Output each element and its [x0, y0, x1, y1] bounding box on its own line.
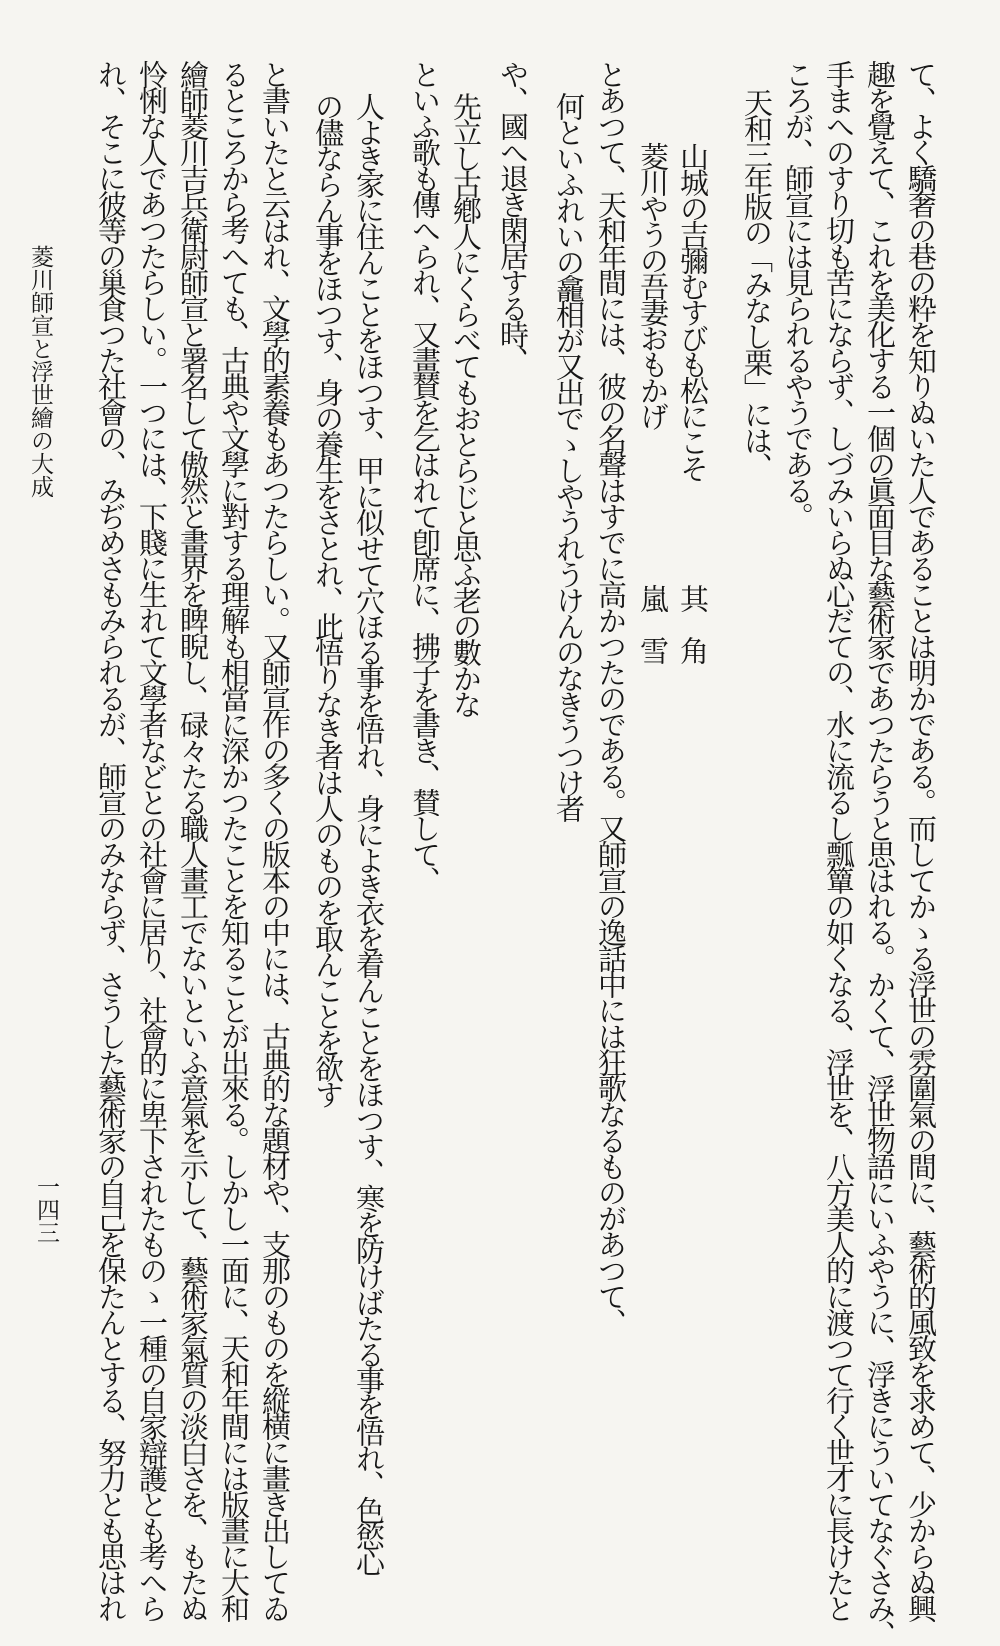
text-line: といふ歌も傳へられ、又畫賛を乞はれて卽席に、拂子を書き、賛して、	[408, 60, 442, 892]
quote-line: の儘ならん事をほつす、身の養生をさとれ、此悟りなき者は人のものを取んことを欲す	[311, 92, 345, 1106]
quote-line: 人よき家に住んことをほつす、甲に似せて穴ほる事を悟れ、身によき衣を着んことをほつす、寒を防けばたる事を悟れ、色慾心	[352, 92, 386, 1574]
text-line: 趣を覺えて、これを美化する一個の眞面目な藝術家であつたらうと思はれる。かくて、浮世物語にいふやうに、浮きにういてなぐさみ、	[863, 60, 897, 1646]
text-line: ころが、師宣には見られるやうである。	[781, 60, 815, 528]
text-line: や、國へ退き閑居する時、	[496, 60, 530, 372]
text-line: とあつて、天和年間には、彼の名聲はすでに高かつたのである。又師宣の逸話中には狂歌なるものがあつて、	[594, 60, 628, 1334]
text-line: と書いたと云はれ、文學的素養もあつたらしい。又師宣作の多くの版本の中には、古典的な題材や、支那のものを縦横に畫き出してゐ	[258, 60, 292, 1620]
text-line: 手まへのすり切も苦にならず、しづみいらぬ心だての、水に流るし瓢簞の如くなる、浮世を、八方美人的に渡つて行く世才に長けたと	[822, 60, 856, 1620]
text-line: て、よく驕奢の巷の粋を知りぬいた人であることは明かである。而してかゝる浮世の雰圍氣の間に、藝術的風致を求めて、少からぬ興	[904, 60, 938, 1620]
running-title: 菱川師宣と浮世繪の大成	[27, 245, 53, 498]
poem-line: 何といふれいの龕相が又出でゝしやうれうけんのなきうつけ者	[552, 92, 586, 820]
page-number: 一四三	[33, 1175, 59, 1244]
poem-line: 山城の吉彌むすびも松にこそ 其 角	[676, 142, 710, 662]
text-line: れ、そこに彼等の巢食つた社會の、みぢめさもみられるが、師宣のみならず、さうした藝術家の自己を保たんとする、努力とも思はれ	[94, 60, 128, 1620]
poem-line: 先立し古鄕人にくらべてもおとらじと思ふ老の數かな	[449, 92, 483, 716]
text-line: 天和三年版の「みなし栗」には、	[740, 88, 774, 478]
text-line: るところから考へても、古典や文學に對する理解も相當に深かつたことを知ることが出來る。しかし一面に、天和年間には版畫に大和	[217, 60, 251, 1620]
text-line: 繪師菱川吉兵衛尉師宣と署名して傲然と畫界を睥睨し、碌々たる職人畫工でないといふ意氣を示して、藝術家氣質の淡白さを、もたぬ	[176, 60, 210, 1620]
poem-line: 菱川やうの吾妻おもかげ 嵐 雪	[636, 142, 670, 662]
text-line: 怜悧な人であつたらしい。一つには、下賤に生れて文學者などとの社會に居り、社會的に卑下されたものゝ一種の自家辯護とも考へら	[135, 60, 169, 1620]
